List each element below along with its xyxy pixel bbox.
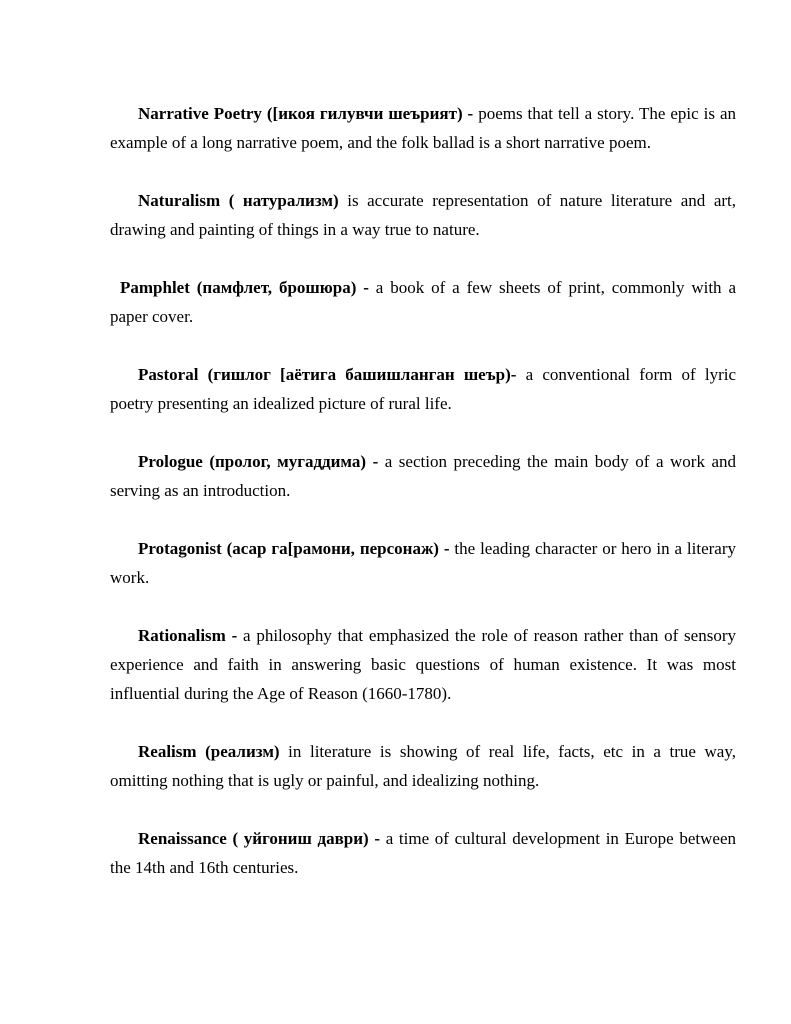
entry-definition: a philosophy that emphasized the role of reason rather than of sensory experience and faith in answering basic questions of human existence. It was most influential during the Age of Reason (1660-1780). (110, 626, 736, 703)
term-close: ) - (456, 104, 474, 123)
document-page (110, 99, 736, 882)
entry-definition: poems that tell a story. The epic is an example of a long narrative poem, and the folk ballad is a short narrative poem. (110, 104, 736, 152)
entry-term: Pamphlet (памфлет, брошюра) - (120, 278, 369, 297)
entry-protagonist (110, 534, 736, 592)
entry-rationalism (110, 621, 736, 708)
entry-term: Renaissance ( уйгониш даври) - (138, 829, 381, 848)
entry-term (138, 104, 473, 123)
entry-realism (110, 737, 736, 795)
entry-term: Protagonist (асар га[рамони, персонаж) - (138, 539, 450, 558)
entry-term: Pastoral (гишлог [аётига башишланган шеър)- (138, 365, 517, 384)
entry-narrative-poetry (110, 99, 736, 157)
term-label: Narrative Poetry ( (138, 104, 273, 123)
entry-definition: the leading character or hero in a literary work. (110, 539, 736, 587)
entry-definition: in literature is showing of real life, facts, etc in a true way, omitting nothing that is ugly or painful, and idealizing nothing. (110, 742, 736, 790)
entry-term: Realism (реализм) (138, 742, 280, 761)
entry-naturalism (110, 186, 736, 244)
entry-definition: a time of cultural development in Europe between the 14th and 16th centuries. (110, 829, 736, 877)
entry-prologue (110, 447, 736, 505)
entry-definition: a book of a few sheets of print, commonly with a paper cover. (110, 278, 736, 326)
entry-definition: is accurate representation of nature literature and art, drawing and painting of things in a way true to nature. (110, 191, 736, 239)
entry-definition: a section preceding the main body of a work and serving as an introduction. (110, 452, 736, 500)
entry-pamphlet (110, 273, 736, 331)
entry-term: Prologue (пролог, мугаддима) - (138, 452, 379, 471)
entry-definition: a conventional form of lyric poetry presenting an idealized picture of rural life. (110, 365, 737, 413)
entry-pastoral (110, 360, 736, 418)
term-translation: [икоя гилувчи шеърият (272, 104, 457, 123)
entry-term: Naturalism ( натурализм) (138, 191, 339, 210)
entry-term: Rationalism - (138, 626, 238, 645)
entry-renaissance (110, 824, 736, 882)
